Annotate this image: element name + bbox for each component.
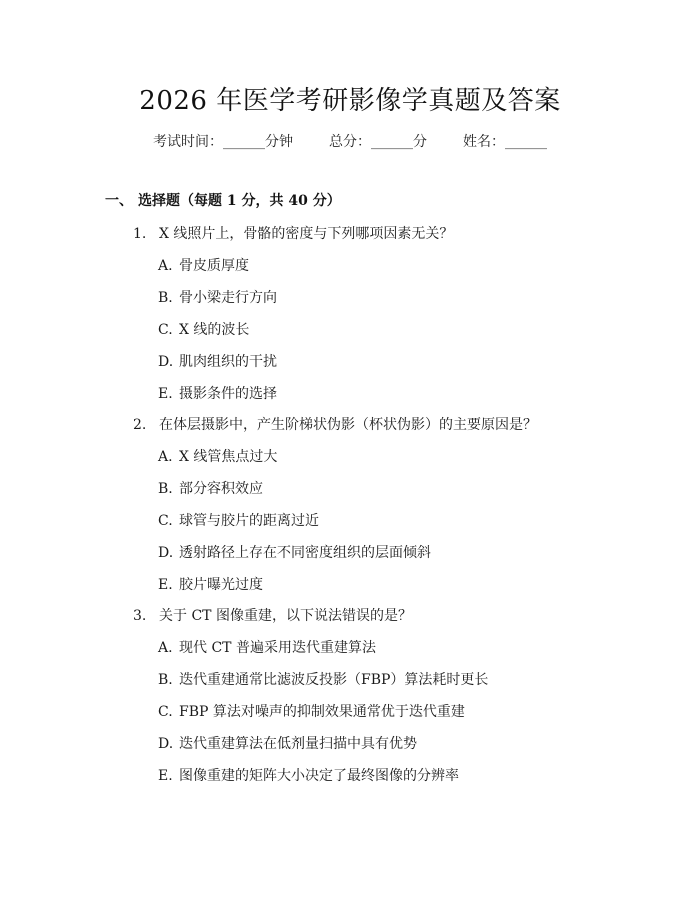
option-text: 部分容积效应 — [179, 481, 263, 497]
option-text: 现代 CT 普遍采用迭代重建算法 — [179, 640, 376, 656]
question-3-option-d — [158, 733, 417, 753]
option-label: D. — [158, 545, 174, 561]
option-text: X 线管焦点过大 — [179, 449, 278, 465]
option-label: C. — [158, 322, 173, 338]
question-text: 在体层摄影中，产生阶梯状伪影（杯状伪影）的主要原因是？ — [159, 417, 537, 433]
page-title: 2026 年医学考研影像学真题及答案 — [139, 86, 561, 116]
question-1 — [133, 223, 453, 243]
question-2-option-b — [158, 478, 263, 498]
option-label: B. — [158, 290, 173, 306]
option-text: X 线的波长 — [179, 322, 250, 338]
option-label: C. — [158, 513, 173, 529]
question-3-option-e — [158, 765, 459, 785]
option-label: E. — [158, 768, 173, 784]
section-title: 选择题（每题 1 分，共 40 分） — [138, 193, 341, 209]
question-1-option-b — [158, 287, 277, 307]
question-number: 1. — [133, 226, 147, 242]
option-text: 球管与胶片的距离过近 — [179, 513, 319, 529]
option-label: A. — [158, 449, 173, 465]
question-1-option-c — [158, 319, 249, 339]
option-text: 骨小梁走行方向 — [179, 290, 277, 306]
question-3-option-b — [158, 669, 488, 689]
section-heading — [105, 190, 341, 210]
exam-time-field: 考试时间：______分钟 — [153, 134, 293, 150]
option-text: 图像重建的矩阵大小决定了最终图像的分辨率 — [179, 768, 459, 784]
option-label: D. — [158, 354, 174, 370]
question-3-option-a — [158, 637, 376, 657]
option-label: E. — [158, 577, 173, 593]
question-2-option-d — [158, 542, 431, 562]
option-text: 透射路径上存在不同密度组织的层面倾斜 — [179, 545, 431, 561]
option-label: A. — [158, 640, 173, 656]
option-label: A. — [158, 258, 173, 274]
question-text: X 线照片上，骨骼的密度与下列哪项因素无关？ — [159, 226, 454, 242]
option-text: 骨皮质厚度 — [179, 258, 249, 274]
question-2-option-e — [158, 574, 263, 594]
question-number: 3. — [133, 608, 147, 624]
option-text: 胶片曝光过度 — [179, 577, 263, 593]
option-label: E. — [158, 386, 173, 402]
option-text: 摄影条件的选择 — [179, 386, 277, 402]
question-3-option-c — [158, 701, 465, 721]
question-1-option-e — [158, 383, 277, 403]
option-label: B. — [158, 672, 173, 688]
option-label: D. — [158, 736, 174, 752]
question-1-option-a — [158, 255, 249, 275]
option-text: 肌肉组织的干扰 — [179, 354, 277, 370]
student-name-field: 姓名：______ — [463, 134, 547, 150]
total-score-field: 总分：______分 — [329, 134, 427, 150]
exam-meta — [0, 131, 700, 151]
option-label: C. — [158, 704, 173, 720]
question-3 — [133, 605, 412, 625]
question-2-option-a — [158, 446, 277, 466]
option-text: 迭代重建算法在低剂量扫描中具有优势 — [179, 736, 417, 752]
question-number: 2. — [133, 417, 147, 433]
question-text: 关于 CT 图像重建，以下说法错误的是？ — [159, 608, 412, 624]
option-text: 迭代重建通常比滤波反投影（FBP）算法耗时更长 — [179, 672, 489, 688]
option-label: B. — [158, 481, 173, 497]
question-2 — [133, 414, 537, 434]
section-number: 一、 — [105, 193, 133, 209]
question-1-option-d — [158, 351, 277, 371]
option-text: FBP 算法对噪声的抑制效果通常优于迭代重建 — [179, 704, 465, 720]
question-2-option-c — [158, 510, 319, 530]
